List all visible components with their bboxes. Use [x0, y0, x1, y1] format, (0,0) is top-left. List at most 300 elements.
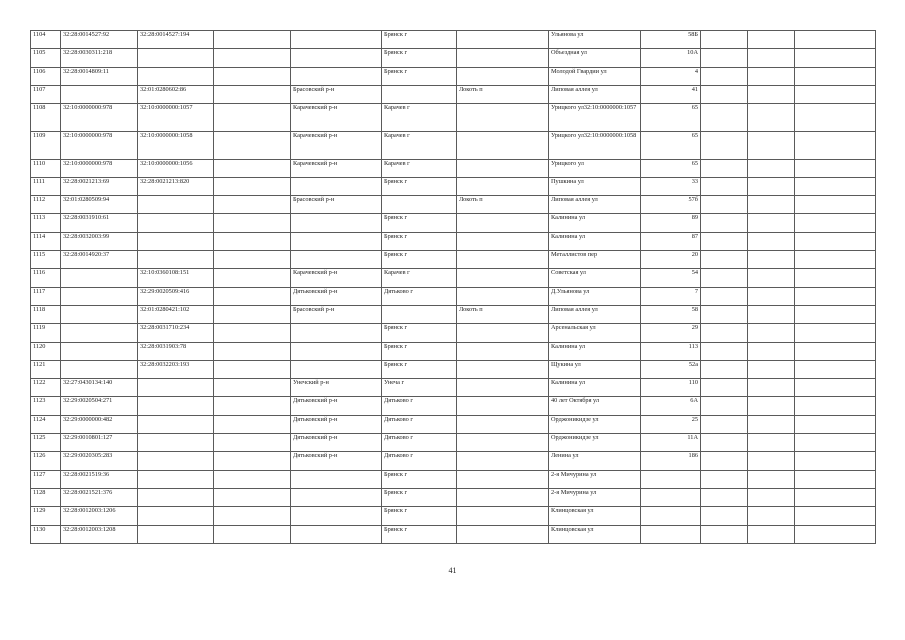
table-row — [31, 49, 876, 67]
row-number-cell: 1113 — [31, 214, 61, 232]
district-cell: Карачевский р-н — [291, 159, 382, 177]
table-row — [31, 232, 876, 250]
cadastral-number-cell — [61, 324, 138, 342]
settlement-cell — [457, 269, 549, 287]
house-number-cell: 65 — [641, 104, 701, 132]
settlement-cell — [457, 159, 549, 177]
row-number-cell: 1112 — [31, 196, 61, 214]
building-number-cell: 32:10:0360108:151 — [138, 269, 214, 287]
table-row — [31, 159, 876, 177]
city-cell: Брянск г — [382, 470, 457, 488]
region-cell-a — [214, 67, 291, 85]
street-cell: Щукина ул — [549, 360, 641, 378]
cadastral-number-cell: 32:29:0020305:283 — [61, 452, 138, 470]
street-cell: Клинцовская ул — [549, 525, 641, 543]
table-row — [31, 31, 876, 49]
district-cell — [291, 251, 382, 269]
extra-cell-c — [795, 269, 876, 287]
region-cell-a — [214, 232, 291, 250]
extra-cell-b — [748, 507, 795, 525]
row-number-cell: 1109 — [31, 131, 61, 159]
district-cell: Брасовский р-н — [291, 85, 382, 103]
street-cell: Ленина ул — [549, 452, 641, 470]
city-cell: Дятьково г — [382, 434, 457, 452]
extra-cell-c — [795, 379, 876, 397]
table-row — [31, 269, 876, 287]
extra-cell-c — [795, 488, 876, 506]
table-row — [31, 488, 876, 506]
house-number-cell: 89 — [641, 214, 701, 232]
house-number-cell: 25 — [641, 415, 701, 433]
region-cell-a — [214, 269, 291, 287]
extra-cell-b — [748, 342, 795, 360]
registry-table — [30, 30, 876, 544]
table-row — [31, 525, 876, 543]
street-cell: Липовая аллея ул — [549, 196, 641, 214]
extra-cell-b — [748, 269, 795, 287]
city-cell: Брянск г — [382, 31, 457, 49]
row-number-cell: 1108 — [31, 104, 61, 132]
settlement-cell — [457, 507, 549, 525]
cadastral-number-cell — [61, 342, 138, 360]
district-cell: Карачевский р-н — [291, 269, 382, 287]
building-number-cell — [138, 525, 214, 543]
row-number-cell: 1124 — [31, 415, 61, 433]
extra-cell-c — [795, 214, 876, 232]
cadastral-number-cell — [61, 287, 138, 305]
building-number-cell: 32:28:0021213:820 — [138, 177, 214, 195]
extra-cell-c — [795, 342, 876, 360]
extra-cell-a — [701, 104, 748, 132]
row-number-cell: 1111 — [31, 177, 61, 195]
house-number-cell — [641, 470, 701, 488]
table-row — [31, 342, 876, 360]
extra-cell-b — [748, 324, 795, 342]
region-cell-a — [214, 324, 291, 342]
extra-cell-a — [701, 159, 748, 177]
table-body — [31, 31, 876, 544]
region-cell-a — [214, 104, 291, 132]
settlement-cell — [457, 131, 549, 159]
extra-cell-c — [795, 305, 876, 323]
table-row — [31, 305, 876, 323]
cadastral-number-cell: 32:01:0280509:94 — [61, 196, 138, 214]
region-cell-a — [214, 305, 291, 323]
extra-cell-a — [701, 324, 748, 342]
house-number-cell: 11А — [641, 434, 701, 452]
extra-cell-a — [701, 177, 748, 195]
row-number-cell: 1128 — [31, 488, 61, 506]
city-cell — [382, 196, 457, 214]
extra-cell-a — [701, 305, 748, 323]
city-cell: Брянск г — [382, 360, 457, 378]
building-number-cell: 32:29:0020509:416 — [138, 287, 214, 305]
extra-cell-c — [795, 251, 876, 269]
house-number-cell: 113 — [641, 342, 701, 360]
district-cell: Дятьковский р-н — [291, 434, 382, 452]
row-number-cell: 1120 — [31, 342, 61, 360]
row-number-cell: 1106 — [31, 67, 61, 85]
settlement-cell — [457, 287, 549, 305]
region-cell-a — [214, 507, 291, 525]
district-cell — [291, 342, 382, 360]
extra-cell-a — [701, 31, 748, 49]
street-cell: Объездная ул — [549, 49, 641, 67]
building-number-cell — [138, 251, 214, 269]
district-cell — [291, 49, 382, 67]
city-cell: Брянск г — [382, 49, 457, 67]
settlement-cell — [457, 251, 549, 269]
extra-cell-a — [701, 196, 748, 214]
extra-cell-c — [795, 49, 876, 67]
table-row — [31, 196, 876, 214]
street-cell: 2-я Мичурина ул — [549, 488, 641, 506]
street-cell: Липовая аллея ул — [549, 305, 641, 323]
house-number-cell: 10А — [641, 49, 701, 67]
extra-cell-b — [748, 49, 795, 67]
extra-cell-b — [748, 196, 795, 214]
street-cell: 2-я Мичурина ул — [549, 470, 641, 488]
building-number-cell — [138, 196, 214, 214]
row-number-cell: 1122 — [31, 379, 61, 397]
extra-cell-b — [748, 360, 795, 378]
cadastral-number-cell — [61, 360, 138, 378]
cadastral-number-cell: 32:28:0032003:99 — [61, 232, 138, 250]
house-number-cell: 58Б — [641, 31, 701, 49]
extra-cell-b — [748, 251, 795, 269]
building-number-cell — [138, 232, 214, 250]
building-number-cell: 32:10:0000000:1056 — [138, 159, 214, 177]
settlement-cell — [457, 49, 549, 67]
table-row — [31, 251, 876, 269]
cadastral-number-cell: 32:29:0010801:127 — [61, 434, 138, 452]
district-cell — [291, 214, 382, 232]
building-number-cell — [138, 470, 214, 488]
extra-cell-c — [795, 177, 876, 195]
house-number-cell: 58 — [641, 305, 701, 323]
row-number-cell: 1126 — [31, 452, 61, 470]
house-number-cell: 186 — [641, 452, 701, 470]
building-number-cell: 32:01:0280602:86 — [138, 85, 214, 103]
settlement-cell — [457, 488, 549, 506]
row-number-cell: 1118 — [31, 305, 61, 323]
extra-cell-a — [701, 488, 748, 506]
district-cell — [291, 525, 382, 543]
district-cell — [291, 360, 382, 378]
extra-cell-c — [795, 452, 876, 470]
row-number-cell: 1104 — [31, 31, 61, 49]
cadastral-number-cell: 32:10:0000000:978 — [61, 159, 138, 177]
settlement-cell: Локоть п — [457, 196, 549, 214]
row-number-cell: 1116 — [31, 269, 61, 287]
street-cell: Д.Ульянова ул — [549, 287, 641, 305]
extra-cell-a — [701, 415, 748, 433]
cadastral-number-cell: 32:28:0014920:37 — [61, 251, 138, 269]
page-number: 41 — [448, 566, 457, 575]
region-cell-a — [214, 287, 291, 305]
extra-cell-b — [748, 287, 795, 305]
city-cell: Брянск г — [382, 232, 457, 250]
extra-cell-c — [795, 470, 876, 488]
district-cell: Брасовский р-н — [291, 305, 382, 323]
building-number-cell: 32:28:0031903:78 — [138, 342, 214, 360]
region-cell-a — [214, 131, 291, 159]
settlement-cell — [457, 232, 549, 250]
district-cell — [291, 324, 382, 342]
extra-cell-c — [795, 159, 876, 177]
city-cell: Дятьково г — [382, 397, 457, 415]
extra-cell-c — [795, 287, 876, 305]
extra-cell-c — [795, 85, 876, 103]
house-number-cell: 33 — [641, 177, 701, 195]
city-cell: Брянск г — [382, 177, 457, 195]
extra-cell-b — [748, 104, 795, 132]
table-row — [31, 324, 876, 342]
building-number-cell — [138, 397, 214, 415]
street-cell: Калинина ул — [549, 232, 641, 250]
district-cell — [291, 507, 382, 525]
cadastral-number-cell — [61, 85, 138, 103]
settlement-cell — [457, 31, 549, 49]
house-number-cell: 65 — [641, 131, 701, 159]
city-cell: Брянск г — [382, 251, 457, 269]
street-cell: Клинцовская ул — [549, 507, 641, 525]
city-cell: Дятьково г — [382, 415, 457, 433]
cadastral-number-cell: 32:28:0012003:1206 — [61, 507, 138, 525]
house-number-cell: 7 — [641, 287, 701, 305]
table-row — [31, 470, 876, 488]
building-number-cell — [138, 507, 214, 525]
region-cell-a — [214, 525, 291, 543]
city-cell: Брянск г — [382, 67, 457, 85]
city-cell: Брянск г — [382, 507, 457, 525]
house-number-cell — [641, 507, 701, 525]
settlement-cell — [457, 379, 549, 397]
extra-cell-c — [795, 507, 876, 525]
house-number-cell: 41 — [641, 85, 701, 103]
extra-cell-a — [701, 507, 748, 525]
region-cell-a — [214, 434, 291, 452]
region-cell-a — [214, 488, 291, 506]
extra-cell-c — [795, 397, 876, 415]
settlement-cell — [457, 470, 549, 488]
house-number-cell: 20 — [641, 251, 701, 269]
house-number-cell: 57б — [641, 196, 701, 214]
street-cell: Металлистов пер — [549, 251, 641, 269]
region-cell-a — [214, 177, 291, 195]
table-row — [31, 287, 876, 305]
district-cell: Дятьковский р-н — [291, 452, 382, 470]
settlement-cell — [457, 415, 549, 433]
district-cell: Унечский р-н — [291, 379, 382, 397]
region-cell-a — [214, 452, 291, 470]
extra-cell-c — [795, 525, 876, 543]
house-number-cell — [641, 525, 701, 543]
city-cell — [382, 85, 457, 103]
row-number-cell: 1127 — [31, 470, 61, 488]
extra-cell-a — [701, 251, 748, 269]
extra-cell-b — [748, 232, 795, 250]
settlement-cell — [457, 434, 549, 452]
extra-cell-c — [795, 415, 876, 433]
table-row — [31, 85, 876, 103]
extra-cell-c — [795, 31, 876, 49]
city-cell: Унеча г — [382, 379, 457, 397]
extra-cell-a — [701, 379, 748, 397]
extra-cell-a — [701, 434, 748, 452]
extra-cell-b — [748, 488, 795, 506]
building-number-cell: 32:28:0014527:194 — [138, 31, 214, 49]
extra-cell-b — [748, 415, 795, 433]
district-cell — [291, 232, 382, 250]
table-row — [31, 214, 876, 232]
district-cell: Дятьковский р-н — [291, 415, 382, 433]
city-cell: Карачев г — [382, 104, 457, 132]
street-cell: Урицкого ул — [549, 159, 641, 177]
city-cell — [382, 305, 457, 323]
district-cell: Брасовский р-н — [291, 196, 382, 214]
city-cell: Карачев г — [382, 131, 457, 159]
region-cell-a — [214, 196, 291, 214]
building-number-cell — [138, 434, 214, 452]
table-row — [31, 452, 876, 470]
extra-cell-a — [701, 470, 748, 488]
row-number-cell: 1119 — [31, 324, 61, 342]
row-number-cell: 1130 — [31, 525, 61, 543]
extra-cell-c — [795, 434, 876, 452]
cadastral-number-cell: 32:28:0030311:218 — [61, 49, 138, 67]
street-cell: Орджоникидзе ул — [549, 415, 641, 433]
city-cell: Дятьково г — [382, 287, 457, 305]
settlement-cell: Локоть п — [457, 85, 549, 103]
extra-cell-a — [701, 49, 748, 67]
extra-cell-c — [795, 196, 876, 214]
extra-cell-b — [748, 434, 795, 452]
street-cell: Орджоникидзе ул — [549, 434, 641, 452]
table-row — [31, 67, 876, 85]
extra-cell-c — [795, 104, 876, 132]
region-cell-a — [214, 360, 291, 378]
city-cell: Карачев г — [382, 269, 457, 287]
building-number-cell — [138, 67, 214, 85]
cadastral-number-cell: 32:28:0021213:69 — [61, 177, 138, 195]
city-cell: Карачев г — [382, 159, 457, 177]
building-number-cell: 32:10:0000000:1057 — [138, 104, 214, 132]
cadastral-number-cell: 32:29:0020504:271 — [61, 397, 138, 415]
extra-cell-b — [748, 159, 795, 177]
building-number-cell: 32:01:0280421:102 — [138, 305, 214, 323]
table-row — [31, 415, 876, 433]
extra-cell-c — [795, 131, 876, 159]
table-row — [31, 379, 876, 397]
settlement-cell — [457, 525, 549, 543]
house-number-cell: 54 — [641, 269, 701, 287]
district-cell — [291, 470, 382, 488]
extra-cell-b — [748, 67, 795, 85]
city-cell: Брянск г — [382, 214, 457, 232]
extra-cell-a — [701, 452, 748, 470]
extra-cell-a — [701, 360, 748, 378]
region-cell-a — [214, 49, 291, 67]
cadastral-number-cell: 32:28:0014809:11 — [61, 67, 138, 85]
house-number-cell: 6А — [641, 397, 701, 415]
street-cell: Липовая аллея ул — [549, 85, 641, 103]
city-cell: Брянск г — [382, 488, 457, 506]
extra-cell-b — [748, 397, 795, 415]
table-row — [31, 397, 876, 415]
extra-cell-c — [795, 67, 876, 85]
row-number-cell: 1123 — [31, 397, 61, 415]
house-number-cell: 65 — [641, 159, 701, 177]
extra-cell-c — [795, 232, 876, 250]
settlement-cell — [457, 104, 549, 132]
district-cell — [291, 67, 382, 85]
table-row — [31, 131, 876, 159]
row-number-cell: 1105 — [31, 49, 61, 67]
street-cell: Калинина ул — [549, 342, 641, 360]
district-cell: Дятьковский р-н — [291, 287, 382, 305]
cadastral-number-cell — [61, 305, 138, 323]
region-cell-a — [214, 470, 291, 488]
extra-cell-b — [748, 131, 795, 159]
settlement-cell — [457, 360, 549, 378]
region-cell-a — [214, 342, 291, 360]
building-number-cell: 32:28:0032203:193 — [138, 360, 214, 378]
settlement-cell — [457, 397, 549, 415]
table-row — [31, 104, 876, 132]
region-cell-a — [214, 31, 291, 49]
extra-cell-b — [748, 452, 795, 470]
district-cell — [291, 31, 382, 49]
extra-cell-a — [701, 232, 748, 250]
street-cell: Молодой Гвардии ул — [549, 67, 641, 85]
district-cell: Карачевский р-н — [291, 131, 382, 159]
district-cell: Карачевский р-н — [291, 104, 382, 132]
cadastral-number-cell: 32:28:0014527:92 — [61, 31, 138, 49]
cadastral-number-cell: 32:28:0031910:61 — [61, 214, 138, 232]
extra-cell-a — [701, 269, 748, 287]
settlement-cell: Локоть п — [457, 305, 549, 323]
extra-cell-a — [701, 214, 748, 232]
extra-cell-c — [795, 360, 876, 378]
settlement-cell — [457, 67, 549, 85]
building-number-cell — [138, 49, 214, 67]
extra-cell-b — [748, 177, 795, 195]
row-number-cell: 1107 — [31, 85, 61, 103]
building-number-cell — [138, 488, 214, 506]
cadastral-number-cell: 32:10:0000000:978 — [61, 131, 138, 159]
region-cell-a — [214, 379, 291, 397]
city-cell: Дятьково г — [382, 452, 457, 470]
cadastral-number-cell: 32:27:0430134:140 — [61, 379, 138, 397]
settlement-cell — [457, 324, 549, 342]
district-cell — [291, 488, 382, 506]
house-number-cell: 110 — [641, 379, 701, 397]
building-number-cell — [138, 415, 214, 433]
table-row — [31, 177, 876, 195]
house-number-cell: 87 — [641, 232, 701, 250]
settlement-cell — [457, 214, 549, 232]
street-cell: Арсенальская ул — [549, 324, 641, 342]
extra-cell-a — [701, 85, 748, 103]
extra-cell-a — [701, 131, 748, 159]
cadastral-number-cell — [61, 269, 138, 287]
extra-cell-a — [701, 67, 748, 85]
row-number-cell: 1121 — [31, 360, 61, 378]
house-number-cell — [641, 488, 701, 506]
house-number-cell: 29 — [641, 324, 701, 342]
city-cell: Брянск г — [382, 342, 457, 360]
